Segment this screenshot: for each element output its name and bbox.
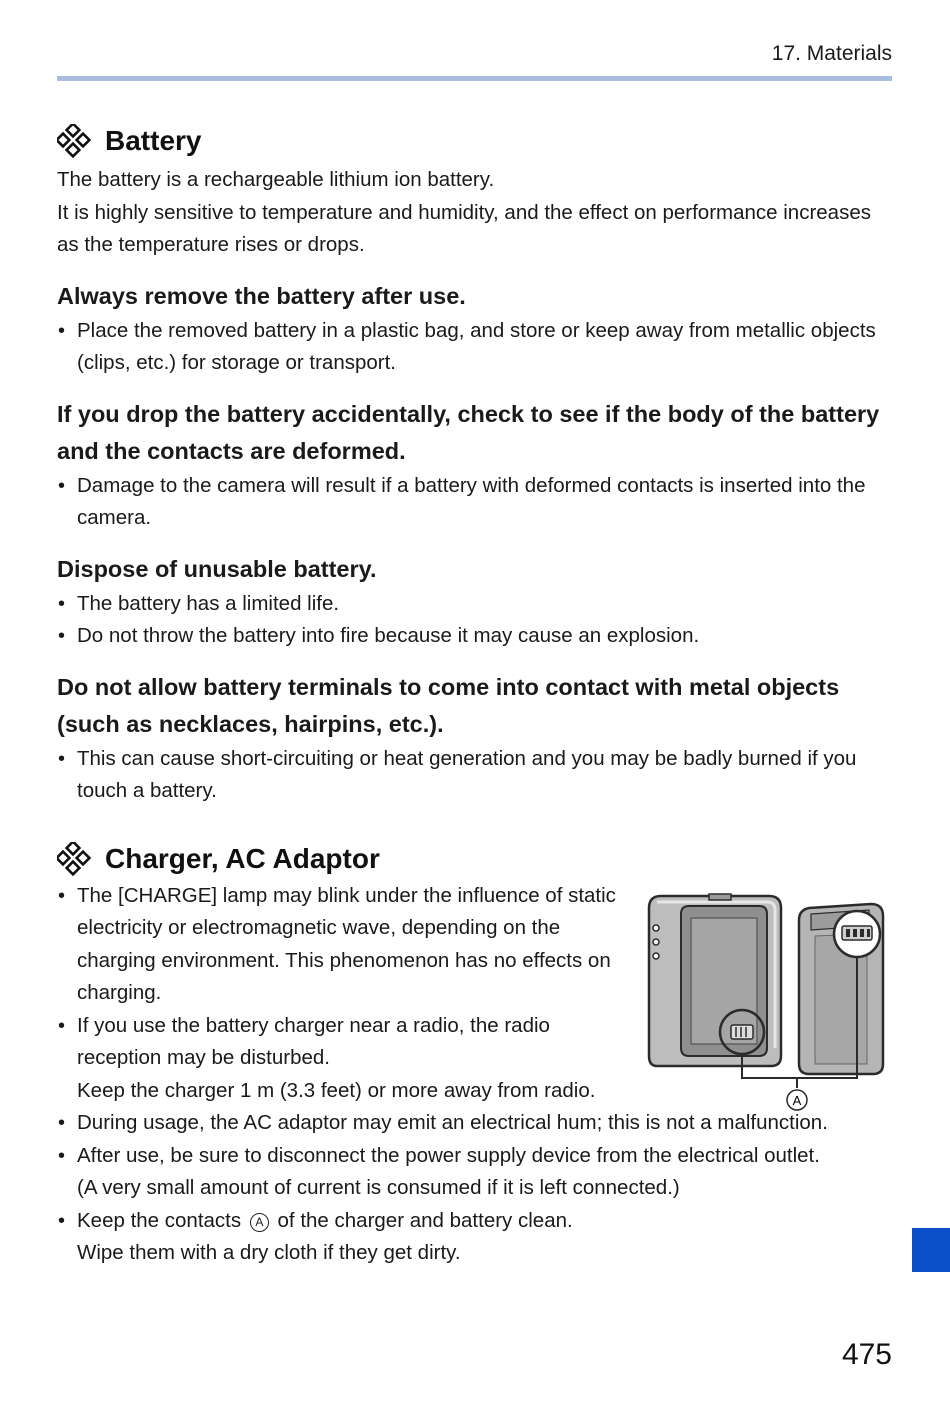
charger-title-text: Charger, AC Adaptor bbox=[105, 842, 380, 874]
chapter-title: 17. Materials bbox=[771, 42, 892, 65]
disconnect-note: After use, be sure to disconnect the power supply device from the electrical outlet. bbox=[77, 1143, 820, 1167]
list-item bbox=[57, 1205, 892, 1270]
diamond-bullet-icon bbox=[57, 842, 91, 876]
dispose-battery-list bbox=[57, 588, 892, 653]
charger-list bbox=[57, 1107, 892, 1270]
radio-note: If you use the battery charger near a radio, the radio reception may be disturbed. bbox=[77, 1013, 550, 1069]
list-item: • Place the removed battery in a plastic bag, and store or keep away from metallic objects (clips, etc.) for storage or transport. bbox=[57, 315, 892, 380]
list-item: • This can cause short-circuiting or heat generation and you may be badly burned if you touch a battery. bbox=[57, 743, 892, 808]
remove-battery-heading: Always remove the battery after use. bbox=[57, 282, 466, 309]
battery-intro-1: The battery is a rechargeable lithium ion battery. bbox=[57, 168, 495, 191]
contacts-marker-label: A bbox=[792, 1092, 802, 1108]
charger-battery-illustration bbox=[639, 888, 889, 1114]
list-item bbox=[57, 1140, 892, 1205]
charger-notes bbox=[57, 880, 892, 1270]
battery-title-text: Battery bbox=[105, 125, 202, 156]
diamond-bullet-icon bbox=[57, 124, 91, 158]
metal-objects-heading: Do not allow battery terminals to come into contact with metal objects (such as necklaces, hairpins, etc.). bbox=[57, 673, 840, 737]
dispose-battery-heading: Dispose of unusable battery. bbox=[57, 555, 377, 582]
contacts-note-pre: Keep the contacts bbox=[77, 1208, 242, 1232]
radio-distance-note: Keep the charger 1 m (3.3 feet) or more away from radio. bbox=[77, 1078, 596, 1102]
current-note: (A very small amount of current is consumed if it is left connected.) bbox=[77, 1176, 680, 1199]
metal-objects-list bbox=[57, 743, 892, 808]
header-rule bbox=[57, 76, 892, 81]
list-item: • Damage to the camera will result if a battery with deformed contacts is inserted into the camera. bbox=[57, 470, 892, 535]
contacts-note-post: of the charger and battery clean. bbox=[277, 1208, 573, 1232]
page-number: 475 bbox=[841, 1338, 892, 1371]
wipe-note: Wipe them with a dry cloth if they get dirty. bbox=[77, 1241, 461, 1264]
battery-intro-2: It is highly sensitive to temperature and humidity, and the effect on performance increases as the temperature rises or drops. bbox=[57, 200, 871, 256]
list-item: • During usage, the AC adaptor may emit an electrical hum; this is not a malfunction. bbox=[57, 1107, 892, 1140]
circled-a-marker: A bbox=[250, 1213, 269, 1232]
remove-battery-list bbox=[57, 315, 892, 380]
list-item: • The [CHARGE] lamp may blink under the influence of static electricity or electromagnetic wave, depending on the charging environment. This phenomenon has no effects on charging. bbox=[57, 880, 617, 1010]
charger-section-title bbox=[57, 842, 892, 876]
list-item bbox=[57, 1010, 617, 1108]
drop-battery-list bbox=[57, 470, 892, 535]
page-content bbox=[57, 124, 892, 1270]
list-item: • Do not throw the battery into fire because it may cause an explosion. bbox=[57, 620, 892, 653]
battery-section-title bbox=[57, 124, 892, 158]
chapter-tab bbox=[912, 1228, 950, 1272]
drop-battery-heading: If you drop the battery accidentally, check to see if the body of the battery and the contacts are deformed. bbox=[57, 400, 880, 464]
list-item: • The battery has a limited life. bbox=[57, 588, 892, 621]
